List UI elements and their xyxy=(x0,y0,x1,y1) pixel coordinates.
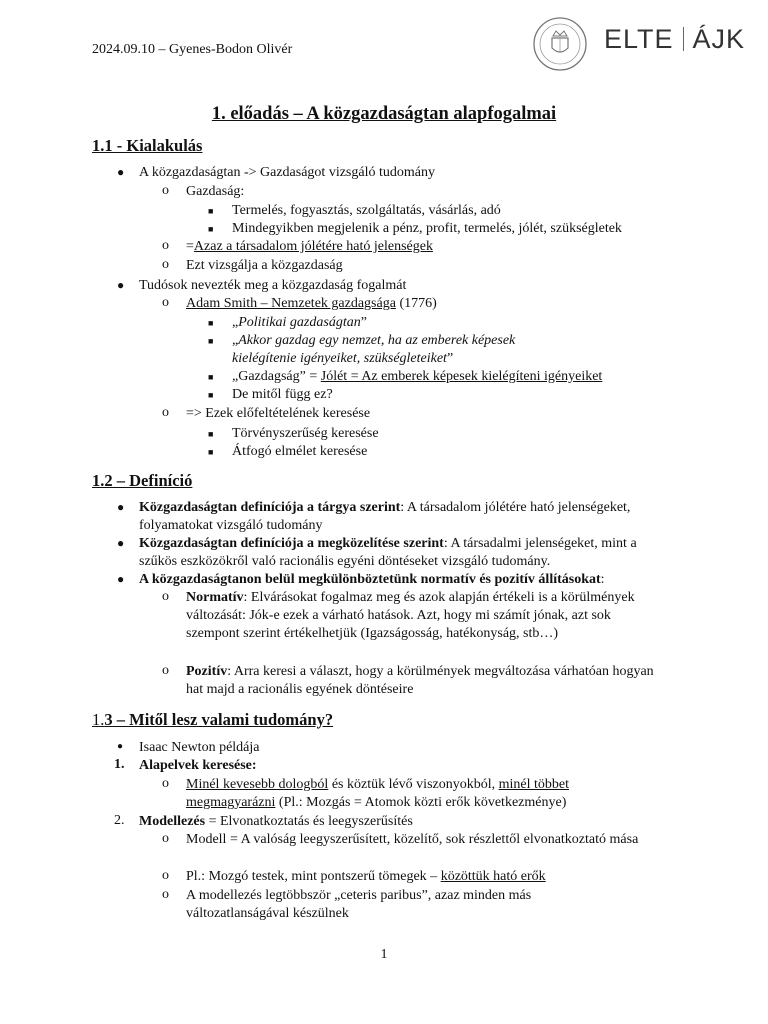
list-item: Adam Smith – Nemzetek gazdagsága (1776) xyxy=(186,296,437,311)
list-item: „Gazdagság” = Jólét = Az emberek képesek kielégíteni igényeiket xyxy=(232,369,603,384)
university-seal-icon xyxy=(532,16,588,72)
elte-ajk-logo xyxy=(532,16,754,72)
header-author-date: 2024.09.10 – Gyenes-Bodon Olivér xyxy=(92,42,293,57)
list-item: Tudósok nevezték meg a közgazdaság fogalmát xyxy=(139,278,407,293)
list-item: Pozitív: Arra keresi a választ, hogy a körülmények megváltozása várhatóan hogyan hat majd a racionális egyének döntéseire xyxy=(186,664,654,697)
list-item: A közgazdaságtan -> Gazdaságot vizsgáló tudomány xyxy=(139,165,435,180)
square-bullet-icon: ■ xyxy=(208,206,214,216)
circle-bullet-icon: o xyxy=(162,868,169,883)
square-bullet-icon: ■ xyxy=(208,372,214,382)
list-item: Termelés, fogyasztás, szolgáltatás, vásárlás, adó xyxy=(232,203,501,218)
circle-bullet-icon: o xyxy=(162,257,169,272)
bullet-icon: ● xyxy=(117,500,125,514)
circle-bullet-icon: o xyxy=(162,589,169,604)
square-bullet-icon: ■ xyxy=(208,224,214,234)
list-item: Pl.: Mozgó testek, mint pontszerű tömegek – közöttük ható erők xyxy=(186,869,546,884)
list-item: Modellezés = Elvonatkoztatás és leegyszerűsítés xyxy=(139,814,413,829)
list-item: De mitől függ ez? xyxy=(232,387,333,402)
section-heading-1-1: 1.1 - Kialakulás xyxy=(92,136,203,155)
list-item: Közgazdaságtan definíciója a megközelítése szerint: A társadalmi jelenségeket, mint a szűkös eszközökről való racionális egyéni döntéseket vizsgáló tudomány. xyxy=(139,536,637,569)
circle-bullet-icon: o xyxy=(162,295,169,310)
circle-bullet-icon: o xyxy=(162,663,169,678)
list-item: A közgazdaságtanon belül megkülönböztetünk normatív és pozitív állításokat: xyxy=(139,572,605,587)
circle-bullet-icon: o xyxy=(162,183,169,198)
square-bullet-icon: ■ xyxy=(208,429,214,439)
list-item: Törvényszerűség keresése xyxy=(232,426,379,441)
page-number: 1 xyxy=(380,947,388,962)
section-heading-1-2: 1.2 – Definíció xyxy=(92,471,193,490)
list-item: „Akkor gazdag egy nemzet, ha az emberek képesek kielégítenie igényeiket, szükségleteiket” xyxy=(232,333,516,366)
square-bullet-icon: ■ xyxy=(208,447,214,457)
list-item: A modellezés legtöbbször „ceteris paribus”, azaz minden más változatlanságával készülnek xyxy=(186,888,532,921)
square-bullet-icon: ■ xyxy=(208,336,214,346)
list-number: 2. xyxy=(114,813,125,828)
bullet-icon: ● xyxy=(117,278,125,292)
list-item: => Ezek előfeltételének keresése xyxy=(186,406,371,421)
list-item: Alapelvek keresése: xyxy=(139,758,257,773)
list-item: Gazdaság: xyxy=(186,184,245,199)
circle-bullet-icon: o xyxy=(162,776,169,791)
list-item: Minél kevesebb dologból és köztük lévő viszonyokból, minél többet megmagyarázni (Pl.: Mozgás = Atomok közti erők következménye) xyxy=(186,777,570,810)
list-item: „Politikai gazdaságtan” xyxy=(232,315,367,330)
list-item: Ezt vizsgálja a közgazdaság xyxy=(186,258,343,273)
square-bullet-icon: ■ xyxy=(208,318,214,328)
list-item: Közgazdaságtan definíciója a tárgya szerint: A társadalom jólétére ható jelenségeket, folyamatokat vizsgáló tudomány xyxy=(139,500,631,533)
list-number: 1. xyxy=(114,757,125,772)
square-bullet-icon: ■ xyxy=(208,390,214,400)
circle-bullet-icon: o xyxy=(162,405,169,420)
circle-bullet-icon: o xyxy=(162,831,169,846)
bullet-icon: ● xyxy=(117,536,125,550)
circle-bullet-icon: o xyxy=(162,887,169,902)
list-item: Modell = A valóság leegyszerűsített, közelítő, sok részlettől elvonatkoztató mása xyxy=(186,832,639,847)
section-heading-1-3: 1.3 – Mitől lesz valami tudomány? xyxy=(92,710,334,729)
bullet-icon: ● xyxy=(117,572,125,586)
logo-text-elte: ELTE xyxy=(604,24,674,54)
list-item: Mindegyikben megjelenik a pénz, profit, termelés, jólét, szükségletek xyxy=(232,221,622,236)
list-item: =Azaz a társadalom jólétére ható jelenségek xyxy=(186,239,433,254)
logo-divider xyxy=(683,27,684,51)
list-item: Isaac Newton példája xyxy=(139,740,260,755)
page-title: 1. előadás – A közgazdaságtan alapfogalmai xyxy=(211,104,557,124)
bullet-icon: ● xyxy=(117,165,125,179)
bullet-icon: ● xyxy=(117,741,124,752)
circle-bullet-icon: o xyxy=(162,238,169,253)
logo-text-ajk: ÁJK xyxy=(692,24,746,54)
list-item: Átfogó elmélet keresése xyxy=(232,444,368,459)
list-item: Normatív: Elvárásokat fogalmaz meg és azok alapján értékeli is a körülmények változását: Jók-e ezek a várható hatások. Azt, hogy mi számít jónak, azt sok szempont szerint értékelhetjük (Igazságosság, hatékonyság, stb…) xyxy=(186,590,635,641)
